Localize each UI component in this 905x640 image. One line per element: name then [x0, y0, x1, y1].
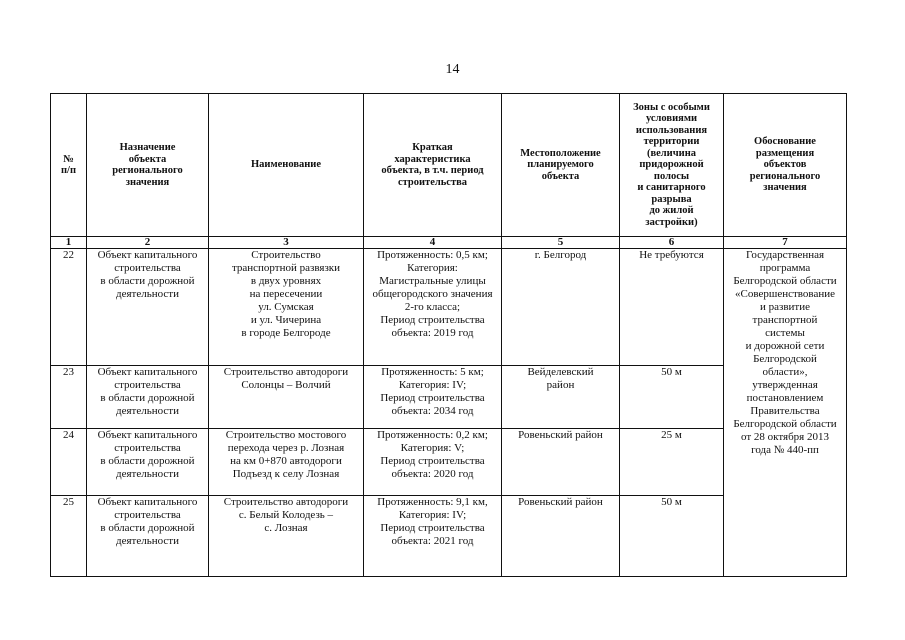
cell-line: Категория: IV;	[398, 509, 467, 521]
cell-line: условиями	[645, 113, 698, 125]
cell-line: г. Белгород	[534, 249, 587, 261]
cell-line: Не требуются	[639, 249, 704, 261]
characteristics-cell	[364, 249, 502, 366]
planned-objects-table	[50, 93, 847, 577]
location-cell	[502, 429, 620, 496]
cell-line: характеристика	[394, 153, 471, 165]
cell-line: до жилой	[649, 205, 694, 217]
cell-line: территории	[643, 136, 700, 148]
cell-line: застройки)	[645, 216, 698, 228]
cell-line: (величина	[646, 147, 697, 159]
column-number: 3	[209, 237, 364, 249]
column-number: 4	[364, 237, 502, 249]
cell-line: полосы	[653, 170, 690, 182]
cell-line: Государственная	[745, 249, 825, 261]
cell-line: объекта: 2034 год	[391, 405, 474, 417]
cell-line: в двух уровнях	[250, 275, 322, 287]
name-cell	[209, 496, 364, 577]
cell-line: район	[546, 379, 575, 391]
cell-line: Подъезд к селу Лозная	[232, 468, 340, 480]
header-cell	[364, 94, 502, 237]
purpose-cell	[87, 496, 209, 577]
cell-line: с. Белый Колодезь –	[238, 509, 334, 521]
cell-line: Категория: V;	[400, 442, 465, 454]
cell-line: Объект капитального	[97, 249, 198, 261]
cell-line: «Совершенствование	[735, 288, 835, 300]
cell-line: перехода через р. Лозная	[227, 442, 345, 454]
row-number: 23	[51, 366, 87, 429]
page-number: 14	[445, 62, 460, 77]
cell-line: деятельности	[116, 468, 179, 480]
cell-line: 50 м	[661, 496, 682, 508]
cell-line: Объект капитального	[97, 496, 198, 508]
cell-line: строительства	[114, 442, 181, 454]
cell-line: деятельности	[116, 405, 179, 417]
cell-line: Протяженность: 0,2 км;	[377, 429, 488, 441]
cell-line: №	[63, 153, 74, 165]
cell-line: Наименование	[251, 159, 321, 171]
cell-line: Протяженность: 0,5 км;	[377, 249, 488, 261]
header-cell	[51, 94, 87, 237]
name-cell	[209, 429, 364, 496]
column-number: 2	[87, 237, 209, 249]
cell-line: регионального	[749, 170, 821, 182]
name-cell	[209, 366, 364, 429]
cell-line: на км 0+870 автодороги	[230, 455, 342, 467]
cell-line: 50 м	[661, 366, 682, 378]
cell-line: Категория:	[407, 262, 458, 274]
cell-line: Назначение	[119, 142, 176, 153]
cell-line: Объект капитального	[97, 429, 198, 441]
cell-line: Белгородской области	[733, 275, 837, 287]
cell-line: деятельности	[116, 535, 179, 547]
cell-line: значения	[763, 182, 807, 194]
cell-line: системы	[765, 327, 805, 339]
justification-cell	[724, 249, 847, 577]
column-number: 1	[51, 237, 87, 249]
zones-cell	[620, 496, 724, 577]
cell-line: и развитие	[759, 301, 811, 313]
cell-line: планируемого	[527, 159, 594, 171]
cell-line: утвержденная	[752, 379, 818, 391]
header-row	[51, 94, 847, 237]
cell-line: Вейделевский	[527, 366, 594, 378]
cell-line: области»,	[762, 366, 808, 378]
column-number-row	[51, 237, 847, 249]
location-cell	[502, 249, 620, 366]
header-cell	[502, 94, 620, 237]
cell-line: придорожной	[639, 159, 704, 171]
cell-line: Обоснование	[754, 136, 816, 148]
purpose-cell	[87, 429, 209, 496]
cell-line: от 28 октября 2013	[741, 431, 829, 443]
cell-line: п/п	[60, 165, 77, 176]
cell-line: объекта	[541, 170, 580, 182]
cell-line: Категория: IV;	[398, 379, 467, 391]
cell-line: использования	[635, 124, 708, 136]
cell-line: строительства	[114, 262, 181, 274]
cell-line: объекта: 2021 год	[391, 535, 474, 547]
header-cell	[87, 94, 209, 237]
cell-line: ул. Сумская	[258, 301, 314, 313]
cell-line: в области дорожной	[100, 522, 195, 534]
cell-line: программа	[759, 262, 811, 274]
cell-line: Период строительства	[380, 522, 485, 534]
cell-line: строительства	[114, 509, 181, 521]
cell-line: транспортной	[752, 314, 818, 326]
cell-line: в области дорожной	[100, 392, 195, 404]
cell-line: объектов	[763, 159, 807, 171]
cell-line: Правительства	[750, 405, 820, 417]
cell-line: 25 м	[661, 429, 682, 441]
row-number: 22	[51, 249, 87, 366]
cell-line: объекта	[128, 153, 167, 165]
cell-line: разрыва	[651, 193, 692, 205]
cell-line: в городе Белгороде	[241, 327, 331, 339]
cell-line: Объект капитального	[97, 366, 198, 378]
location-cell	[502, 366, 620, 429]
cell-line: Период строительства	[380, 392, 485, 404]
cell-line: на пересечении	[249, 288, 323, 300]
zones-cell	[620, 366, 724, 429]
cell-line: Магистральные улицы	[379, 275, 486, 287]
cell-line: 2-го класса;	[404, 301, 461, 313]
cell-line: Строительство	[251, 249, 321, 261]
purpose-cell	[87, 249, 209, 366]
cell-line: Краткая	[412, 142, 453, 153]
cell-line: Период строительства	[380, 314, 485, 326]
cell-line: Солонцы – Волчий	[241, 379, 331, 391]
cell-line: Местоположение	[520, 147, 601, 159]
cell-line: Строительство автодороги	[223, 366, 349, 378]
cell-line: Протяженность: 5 км;	[381, 366, 484, 378]
cell-line: объекта, в т.ч. период	[381, 165, 484, 176]
cell-line: постановлением	[746, 392, 824, 404]
row-number: 25	[51, 496, 87, 577]
header-cell	[620, 94, 724, 237]
cell-line: Ровеньский район	[518, 496, 603, 508]
cell-line: в области дорожной	[100, 455, 195, 467]
cell-line: строительства	[114, 379, 181, 391]
cell-line: Зоны с особыми	[633, 101, 710, 113]
purpose-cell	[87, 366, 209, 429]
header-cell	[724, 94, 847, 237]
cell-line: Период строительства	[380, 455, 485, 467]
cell-line: деятельности	[116, 288, 179, 300]
cell-line: и ул. Чичерина	[250, 314, 322, 326]
cell-line: объекта: 2019 год	[391, 327, 474, 339]
column-number: 6	[620, 237, 724, 249]
column-number: 7	[724, 237, 847, 249]
cell-line: размещения	[755, 147, 815, 159]
header-cell	[209, 94, 364, 237]
cell-line: и дорожной сети	[745, 340, 825, 352]
characteristics-cell	[364, 496, 502, 577]
cell-line: Строительство мостового	[225, 429, 347, 441]
zones-cell	[620, 429, 724, 496]
cell-line: года № 440-пп	[751, 444, 819, 456]
cell-line: Ровеньский район	[518, 429, 603, 441]
cell-line: с. Лозная	[264, 522, 308, 534]
cell-line: объекта: 2020 год	[391, 468, 474, 480]
cell-line: общегородского значения	[372, 288, 493, 300]
characteristics-cell	[364, 366, 502, 429]
zones-cell	[620, 249, 724, 366]
characteristics-cell	[364, 429, 502, 496]
row-number: 24	[51, 429, 87, 496]
cell-line: Белгородской	[753, 353, 817, 365]
cell-line: Протяженность: 9,1 км,	[377, 496, 488, 508]
cell-line: и санитарного	[637, 182, 706, 194]
table-row	[51, 249, 847, 366]
cell-line: Строительство автодороги	[223, 496, 349, 508]
cell-line: значения	[125, 176, 170, 188]
cell-line: транспортной развязки	[231, 262, 341, 274]
location-cell	[502, 496, 620, 577]
cell-line: в области дорожной	[100, 275, 195, 287]
cell-line: строительства	[397, 176, 468, 188]
cell-line: регионального	[112, 165, 183, 176]
column-number: 5	[502, 237, 620, 249]
cell-line: Белгородской области	[733, 418, 837, 430]
name-cell	[209, 249, 364, 366]
